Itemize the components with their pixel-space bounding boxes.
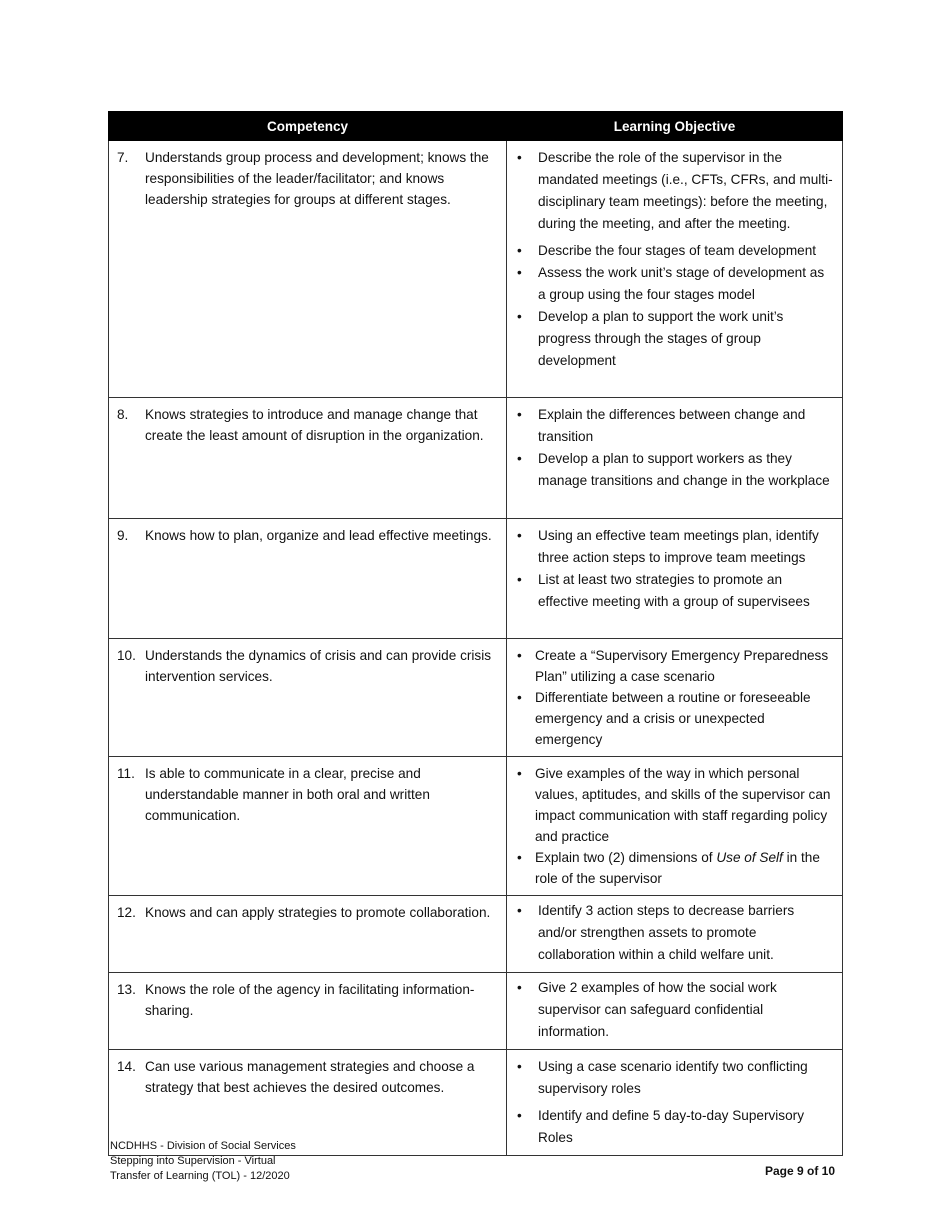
competency-text: Knows the role of the agency in facilitating information-sharing.	[145, 982, 475, 1018]
table-row	[109, 757, 843, 896]
objective-cell	[507, 519, 843, 639]
objective-item: • Develop a plan to support workers as they manage transitions and change in the workplace	[515, 448, 834, 492]
header-learning-objective: Learning Objective	[507, 112, 843, 141]
competency-text: Knows and can apply strategies to promote collaboration.	[145, 905, 491, 920]
table-header-row	[109, 112, 843, 141]
competency-number: 8.	[117, 407, 129, 422]
objective-cell	[507, 757, 843, 896]
competency-cell	[109, 519, 507, 639]
competency-cell	[109, 757, 507, 896]
objective-cell	[507, 973, 843, 1050]
table-row	[109, 973, 843, 1050]
competency-text: Can use various management strategies and choose a strategy that best achieves the desired outcomes.	[145, 1059, 475, 1095]
competency-number: 7.	[117, 150, 129, 165]
competency-number: 12.	[117, 905, 136, 920]
competency-text: Is able to communicate in a clear, precise and understandable manner in both oral and written communication.	[145, 766, 430, 823]
objective-item: • Develop a plan to support the work unit’s progress through the stages of group development	[515, 306, 834, 372]
objective-item: • Create a “Supervisory Emergency Preparedness Plan” utilizing a case scenario	[515, 645, 834, 687]
competency-table	[108, 111, 843, 1156]
competency-number: 14.	[117, 1059, 136, 1074]
competency-cell	[109, 639, 507, 757]
competency-number: 9.	[117, 528, 129, 543]
competency-cell	[109, 141, 507, 398]
objective-cell	[507, 141, 843, 398]
footer-line-division: NCDHHS - Division of Social Services	[110, 1140, 296, 1152]
competency-text: Knows how to plan, organize and lead effective meetings.	[145, 528, 492, 543]
objective-item: • Explain the differences between change and transition	[515, 404, 834, 448]
objective-item: • Using a case scenario identify two conflicting supervisory roles	[515, 1056, 834, 1100]
objective-item: • Give 2 examples of how the social work supervisor can safeguard confidential information.	[515, 977, 834, 1043]
objective-text-post: in the role of the supervisor	[535, 850, 820, 886]
objective-cell	[507, 896, 843, 973]
page-number: Page 9 of 10	[764, 1164, 835, 1178]
competency-text: Understands the dynamics of crisis and can provide crisis intervention services.	[145, 648, 492, 684]
table-row	[109, 896, 843, 973]
objective-item: • Describe the four stages of team development	[515, 240, 834, 262]
competency-number: 13.	[117, 982, 136, 997]
objective-item: • Using an effective team meetings plan, identify three action steps to improve team meetings	[515, 525, 834, 569]
objective-cell	[507, 1050, 843, 1156]
objective-text-pre: Explain two (2) dimensions of	[535, 850, 717, 865]
use-of-self-emphasis: Use of Self	[716, 850, 783, 865]
footer-line-tol: Transfer of Learning (TOL) - 12/2020	[110, 1170, 290, 1182]
competency-cell	[109, 973, 507, 1050]
competency-text: Knows strategies to introduce and manage change that create the least amount of disruption in the organization.	[145, 407, 484, 443]
objective-item: • Give examples of the way in which personal values, aptitudes, and skills of the supervisor can impact communication with staff regarding policy and practice	[515, 763, 834, 847]
objective-cell	[507, 398, 843, 519]
objective-item: • Describe the role of the supervisor in the mandated meetings (i.e., CFTs, CFRs, and multi-disciplinary team meetings): before the meeting, during the meeting, and after the meeting.	[515, 147, 834, 235]
objective-item: • Identify 3 action steps to decrease barriers and/or strengthen assets to promote collaboration within a child welfare unit.	[515, 900, 834, 966]
competency-cell	[109, 896, 507, 973]
objective-item	[515, 847, 834, 889]
objective-cell	[507, 639, 843, 757]
footer-source	[110, 1139, 296, 1184]
table-row	[109, 141, 843, 398]
table-row	[109, 519, 843, 639]
table-row	[109, 639, 843, 757]
objective-item: • List at least two strategies to promote an effective meeting with a group of supervisees	[515, 569, 834, 613]
objective-item: • Differentiate between a routine or foreseeable emergency and a crisis or unexpected emergency	[515, 687, 834, 750]
competency-cell	[109, 398, 507, 519]
objective-item: • Assess the work unit’s stage of development as a group using the four stages model	[515, 262, 834, 306]
competency-number: 11.	[117, 766, 135, 781]
table-row	[109, 398, 843, 519]
competency-number: 10.	[117, 648, 136, 663]
footer-line-course: Stepping into Supervision - Virtual	[110, 1155, 276, 1167]
competency-text: Understands group process and development; knows the responsibilities of the leader/facilitator; and knows leadership strategies for groups at different stages.	[145, 150, 489, 207]
objective-item: • Identify and define 5 day-to-day Supervisory Roles	[515, 1105, 834, 1149]
header-competency: Competency	[109, 112, 507, 141]
